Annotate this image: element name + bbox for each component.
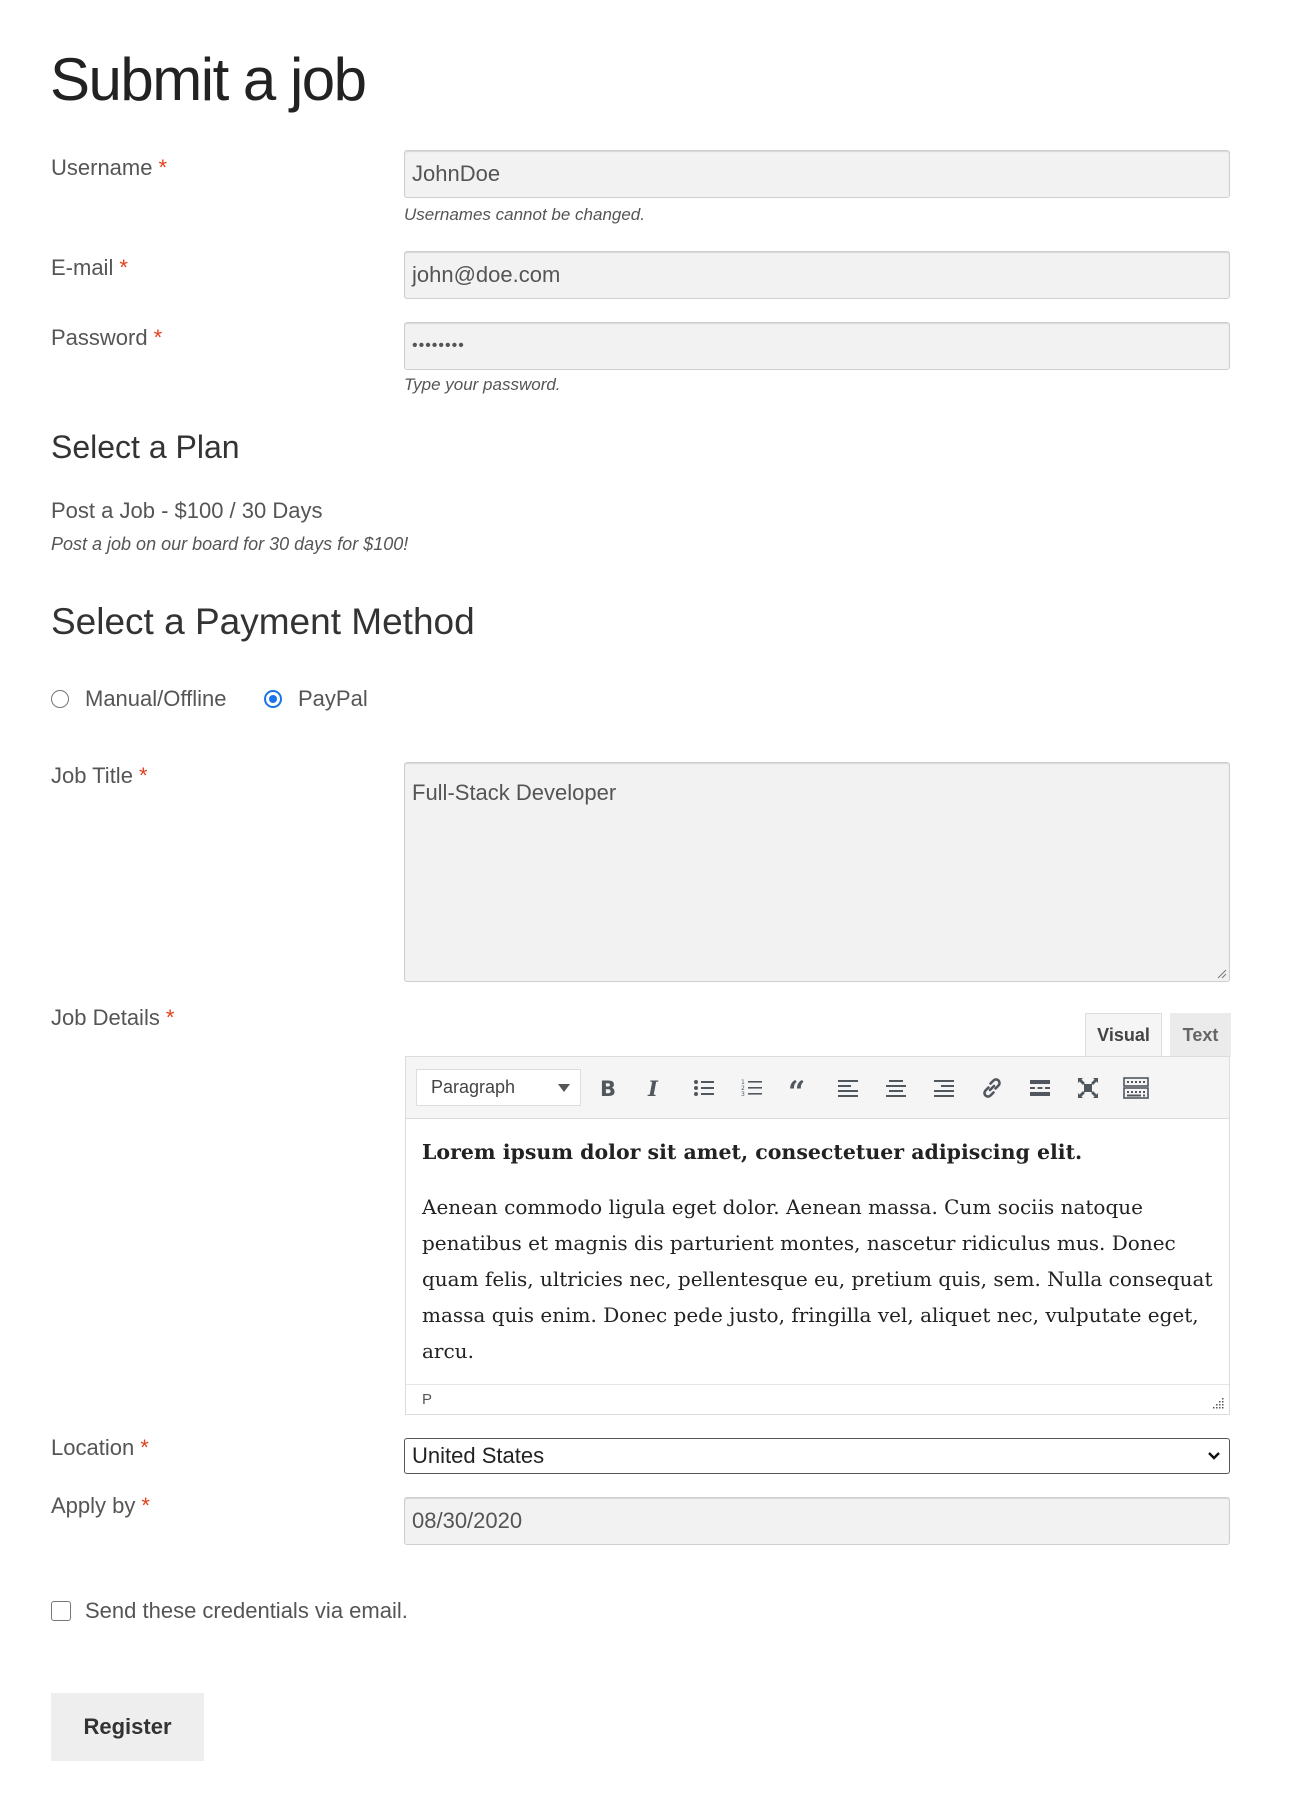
numbered-list-button[interactable] [735, 1071, 769, 1105]
email-label-text: E-mail [51, 255, 114, 280]
align-center-button[interactable] [879, 1071, 913, 1105]
payment-option-label: PayPal [298, 686, 368, 711]
resize-handle-icon[interactable] [1211, 1396, 1225, 1410]
italic-button[interactable] [639, 1071, 673, 1105]
username-field[interactable]: JohnDoe [404, 150, 1230, 198]
svg-text:“: “ [788, 1078, 806, 1098]
plan-description: Post a job on our board for 30 days for $100! [51, 534, 409, 554]
svg-text:2: 2 [741, 1085, 745, 1092]
bulleted-list-icon [693, 1078, 715, 1098]
svg-text:I: I [648, 1077, 658, 1099]
bold-icon [598, 1077, 618, 1099]
required-mark: * [153, 325, 163, 350]
resize-handle-icon[interactable] [1217, 969, 1227, 979]
job-title-label [51, 762, 148, 790]
bulleted-list-button[interactable] [687, 1071, 721, 1105]
fullscreen-icon [1077, 1077, 1099, 1099]
required-mark: * [165, 1005, 175, 1030]
required-mark: * [119, 255, 128, 280]
username-label-text: Username [51, 155, 153, 180]
align-right-icon [933, 1078, 955, 1098]
required-mark: * [158, 155, 168, 180]
required-mark: * [141, 1493, 150, 1518]
editor-toolbar [406, 1057, 1229, 1119]
chevron-down-icon [1207, 1448, 1221, 1464]
password-field[interactable]: •••••••• [404, 322, 1230, 370]
bold-button[interactable] [591, 1071, 625, 1105]
password-hint: Type your password. [404, 375, 561, 394]
job-details-label [51, 1004, 174, 1032]
job-details-editor[interactable] [405, 1056, 1230, 1415]
toolbar-toggle-icon [1123, 1077, 1149, 1099]
italic-icon [646, 1077, 666, 1099]
svg-text:3: 3 [741, 1091, 745, 1098]
password-label [51, 324, 162, 352]
payment-heading: Select a Payment Method [51, 601, 475, 642]
payment-option-paypal[interactable] [264, 684, 368, 714]
tab-text[interactable]: Text [1170, 1013, 1231, 1057]
element-path[interactable]: P [422, 1391, 433, 1408]
link-icon [980, 1076, 1004, 1100]
svg-text:1: 1 [741, 1079, 745, 1086]
email-field[interactable]: john@doe.com [404, 251, 1230, 299]
numbered-list-icon [741, 1078, 763, 1098]
location-select[interactable] [404, 1438, 1230, 1474]
payment-option-label: Manual/Offline [85, 686, 227, 711]
radio-manual[interactable] [51, 690, 69, 708]
apply-by-label [51, 1492, 150, 1520]
plan-name: Post a Job - $100 / 30 Days [51, 498, 323, 523]
username-hint: Usernames cannot be changed. [404, 205, 645, 224]
job-title-value: Full-Stack Developer [412, 780, 617, 805]
email-label [51, 254, 128, 282]
plan-heading: Select a Plan [51, 429, 240, 465]
blockquote-icon [788, 1078, 812, 1098]
required-mark: * [138, 763, 148, 788]
editor-lead-text: Lorem ipsum dolor sit amet, consectetuer adipiscing elit. [422, 1140, 1083, 1164]
send-credentials-checkbox[interactable] [51, 1601, 71, 1621]
blockquote-button[interactable] [783, 1071, 817, 1105]
read-more-icon [1029, 1078, 1051, 1098]
align-left-button[interactable] [831, 1071, 865, 1105]
location-select-value: United States [412, 1443, 545, 1468]
editor-content[interactable] [406, 1119, 1229, 1385]
tab-visual[interactable]: Visual [1085, 1013, 1162, 1057]
read-more-button[interactable] [1023, 1071, 1057, 1105]
align-left-icon [837, 1078, 859, 1098]
payment-option-manual[interactable] [51, 684, 226, 714]
send-credentials-label[interactable]: Send these credentials via email. [85, 1598, 408, 1623]
editor-paragraph: Aenean commodo ligula eget dolor. Aenean massa. Cum sociis natoque penatibus et magnis dis parturient montes, nascetur ridiculus mus. Donec quam felis, ultricies nec, pellentesque eu, pretium quis, sem. Nulla consequat massa quis enim. Donec pede justo, fringilla vel, aliquet nec, vulputate eget, arcu. [422, 1195, 1213, 1363]
location-label [51, 1434, 149, 1462]
password-label-text: Password [51, 325, 148, 350]
apply-by-label-text: Apply by [51, 1493, 136, 1518]
link-button[interactable] [975, 1071, 1009, 1105]
toolbar-toggle-button[interactable] [1119, 1071, 1153, 1105]
job-title-label-text: Job Title [51, 763, 133, 788]
register-button[interactable]: Register [51, 1693, 204, 1761]
fullscreen-button[interactable] [1071, 1071, 1105, 1105]
page-title: Submit a job [50, 46, 366, 113]
location-label-text: Location [51, 1435, 135, 1460]
svg-text:B: B [600, 1077, 617, 1099]
apply-by-field[interactable]: 08/30/2020 [404, 1497, 1230, 1545]
format-select[interactable] [416, 1069, 581, 1106]
editor-statusbar [406, 1384, 1229, 1414]
radio-paypal[interactable] [264, 690, 282, 708]
job-details-label-text: Job Details [51, 1005, 160, 1030]
align-right-button[interactable] [927, 1071, 961, 1105]
caret-down-icon [558, 1084, 570, 1092]
format-select-value: Paragraph [431, 1077, 516, 1097]
username-label [51, 154, 167, 182]
align-center-icon [885, 1078, 907, 1098]
required-mark: * [140, 1435, 149, 1460]
job-title-textarea[interactable] [404, 762, 1230, 982]
